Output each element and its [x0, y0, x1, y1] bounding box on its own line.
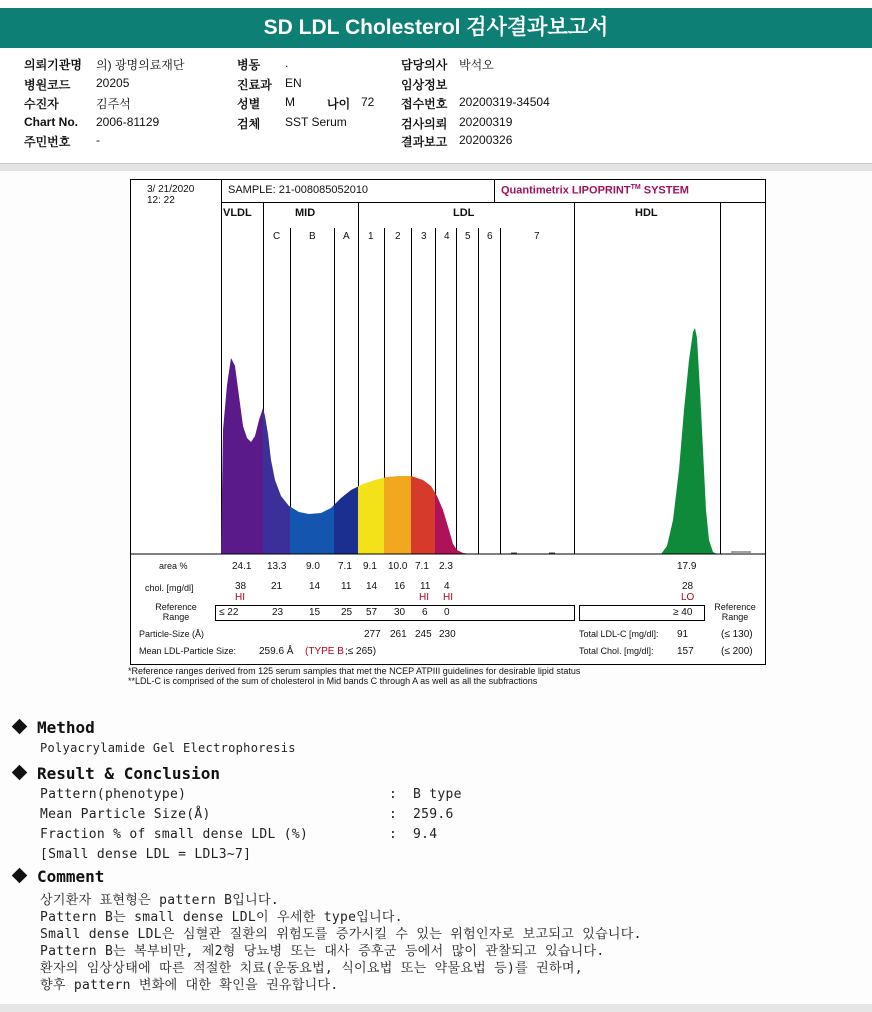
particle-size-value: 277	[364, 629, 381, 640]
info-label: 병동	[237, 58, 261, 72]
flag-hi: HI	[419, 592, 429, 603]
info-label: 수진자	[24, 97, 59, 111]
ref-value: 30	[394, 607, 406, 618]
colon: :	[389, 787, 397, 802]
mean-ldl-type: (TYPE B	[305, 646, 344, 657]
total-ldl-limit: (≤ 130)	[721, 629, 753, 640]
particle-size-value: 261	[390, 629, 407, 640]
ref-value: ≥ 40	[673, 607, 693, 618]
chol-value: 28	[682, 581, 694, 592]
chart-time: 12: 22	[147, 195, 175, 206]
total-chol-value: 157	[677, 646, 694, 657]
row-label-ref: Reference Range	[155, 602, 197, 622]
report-title: SD LDL Cholesterol 검사결과보고서	[0, 8, 872, 48]
chol-value: 14	[309, 581, 321, 592]
total-chol-label: Total Chol. [mg/dl]:	[579, 646, 654, 656]
group-ldl: LDL	[453, 207, 475, 219]
result-label: Mean Particle Size(Å)	[40, 807, 211, 822]
info-value: 2006-81129	[96, 115, 160, 129]
group-vldl: VLDL	[223, 207, 252, 219]
info-label: 진료과	[237, 78, 272, 92]
diamond-bullet-icon	[12, 868, 28, 884]
info-value: M	[285, 95, 295, 109]
area-value: 9.0	[306, 561, 320, 572]
area-value: 2.3	[439, 561, 453, 572]
info-value: 의) 광명의료재단	[96, 58, 185, 72]
flag-hi: HI	[443, 592, 453, 603]
chol-value: 14	[366, 581, 378, 592]
chart-system: Quantimetrix LIPOPRINT™ SYSTEM	[501, 184, 689, 197]
report-body	[0, 171, 872, 1004]
total-ldl-label: Total LDL-C [mg/dl]:	[579, 629, 659, 639]
chol-value: 38	[235, 581, 247, 592]
ref-value: 0	[444, 607, 450, 618]
mean-ldl-label: Mean LDL-Particle Size:	[139, 646, 237, 656]
colon: :	[389, 807, 397, 822]
band-label: 6	[487, 231, 493, 242]
result-label: Pattern(phenotype)	[40, 787, 187, 802]
diamond-bullet-icon	[12, 765, 28, 781]
info-label: Chart No.	[24, 115, 78, 129]
row-label-chol: chol. [mg/dl]	[145, 583, 194, 593]
ref-value: 15	[309, 607, 321, 618]
total-ldl-value: 91	[677, 629, 689, 640]
info-value: -	[96, 133, 100, 147]
comment-line: Pattern B는 복부비만, 제2형 당뇨병 또는 대사 증후군 등에서 많이 관찰되고 있습니다.	[40, 944, 605, 959]
result-value: 259.6	[413, 807, 454, 822]
area-value: 7.1	[338, 561, 352, 572]
comment-line: 환자의 임상상태에 따른 적절한 치료(운동요법, 식이요법 또는 약물요법 등)를 권하며,	[40, 961, 583, 976]
ref-value: 6	[422, 607, 428, 618]
age-label: 나이	[327, 97, 351, 111]
info-value: 20200319	[459, 115, 513, 129]
row-label-ref-right: Reference Range	[714, 602, 756, 622]
info-label: 담당의사	[401, 58, 448, 72]
result-value: B type	[413, 787, 462, 802]
info-label: 병원코드	[24, 78, 71, 92]
comment-heading: Comment	[14, 867, 104, 886]
method-text: Polyacrylamide Gel Electrophoresis	[40, 741, 296, 755]
area-value: 9.1	[363, 561, 377, 572]
band-label: B	[309, 231, 316, 242]
row-label-area: area %	[159, 561, 188, 571]
info-value: EN	[285, 76, 302, 90]
result-note: [Small dense LDL = LDL3~7]	[40, 847, 252, 862]
info-value: SST Serum	[285, 115, 347, 129]
chol-value: 11	[341, 581, 352, 592]
row-label-particle-size: Particle-Size (Å)	[139, 629, 205, 639]
ref-value: 57	[366, 607, 378, 618]
ref-value: 25	[341, 607, 353, 618]
info-label: 결과보고	[401, 135, 448, 149]
result-label: Fraction % of small dense LDL (%)	[40, 827, 309, 842]
flag-hi: HI	[235, 592, 245, 603]
band-label: C	[273, 231, 281, 242]
colon: :	[389, 827, 397, 842]
area-value: 10.0	[388, 561, 408, 572]
band-label: A	[343, 231, 350, 242]
total-chol-limit: (≤ 200)	[721, 646, 753, 657]
area-value: 13.3	[267, 561, 287, 572]
info-value: 20200326	[459, 133, 513, 147]
footnote: *Reference ranges derived from 125 serum samples that met the NCEP ATPIII guidelines for desirable lipid status	[128, 666, 581, 676]
comment-line: Small dense LDL은 심혈관 질환의 위험도를 증가시킬 수 있는 위험인자로 보고되고 있습니다.	[40, 927, 642, 942]
particle-size-value: 245	[415, 629, 432, 640]
info-value: 20200319-34504	[459, 95, 550, 109]
area-value: 17.9	[677, 561, 697, 572]
group-hdl: HDL	[635, 207, 658, 219]
band-label: 4	[444, 231, 450, 242]
ref-value: ≤ 22	[219, 607, 239, 618]
lipoprint-chart	[130, 179, 766, 665]
band-label: 5	[465, 231, 471, 242]
info-value: 박석오	[459, 58, 494, 72]
comment-line: Pattern B는 small dense LDL이 우세한 type입니다.	[40, 910, 403, 925]
age-value: 72	[361, 95, 375, 109]
info-value: 20205	[96, 76, 130, 90]
comment-line: 상기환자 표현형은 pattern B입니다.	[40, 893, 279, 908]
comment-line: 향후 pattern 변화에 대한 확인을 권유합니다.	[40, 978, 339, 993]
info-value: .	[285, 56, 289, 70]
band-label: 2	[395, 231, 401, 242]
area-value: 7.1	[415, 561, 429, 572]
chart-date: 3/ 21/2020	[147, 184, 195, 195]
method-heading: Method	[14, 718, 95, 737]
flag-lo: LO	[681, 592, 695, 603]
info-value: 김주석	[96, 97, 131, 111]
result-heading: Result & Conclusion	[14, 764, 220, 783]
band-label: 7	[534, 231, 540, 242]
mean-ldl-value: 259.6 Å	[259, 646, 294, 657]
diamond-bullet-icon	[12, 719, 28, 735]
result-value: 9.4	[413, 827, 438, 842]
chol-value: 16	[394, 581, 406, 592]
area-value: 24.1	[232, 561, 252, 572]
chol-value: 11	[420, 581, 431, 592]
particle-size-value: 230	[439, 629, 456, 640]
info-label: 성별	[237, 97, 261, 111]
chart-sample: SAMPLE: 21-008085052010	[228, 184, 369, 196]
mean-ldl-type-end: ;≤ 265)	[345, 646, 377, 657]
chol-value: 4	[444, 581, 450, 592]
info-label: 검사의뢰	[401, 117, 448, 131]
info-label: 검체	[237, 117, 261, 131]
info-label: 접수번호	[401, 97, 448, 111]
ref-value: 23	[272, 607, 284, 618]
info-label: 의뢰기관명	[24, 58, 82, 72]
chol-value: 21	[271, 581, 283, 592]
patient-info	[0, 52, 872, 166]
title-bar	[0, 0, 872, 52]
footnote: **LDL-C is comprised of the sum of cholesterol in Mid bands C through A as well as all the subfractions	[128, 676, 538, 686]
band-label: 1	[368, 231, 374, 242]
bottom-strip	[0, 1004, 872, 1012]
band-label: 3	[421, 231, 427, 242]
info-label: 임상정보	[401, 78, 448, 92]
info-label: 주민번호	[24, 135, 71, 149]
group-mid: MID	[295, 207, 316, 219]
